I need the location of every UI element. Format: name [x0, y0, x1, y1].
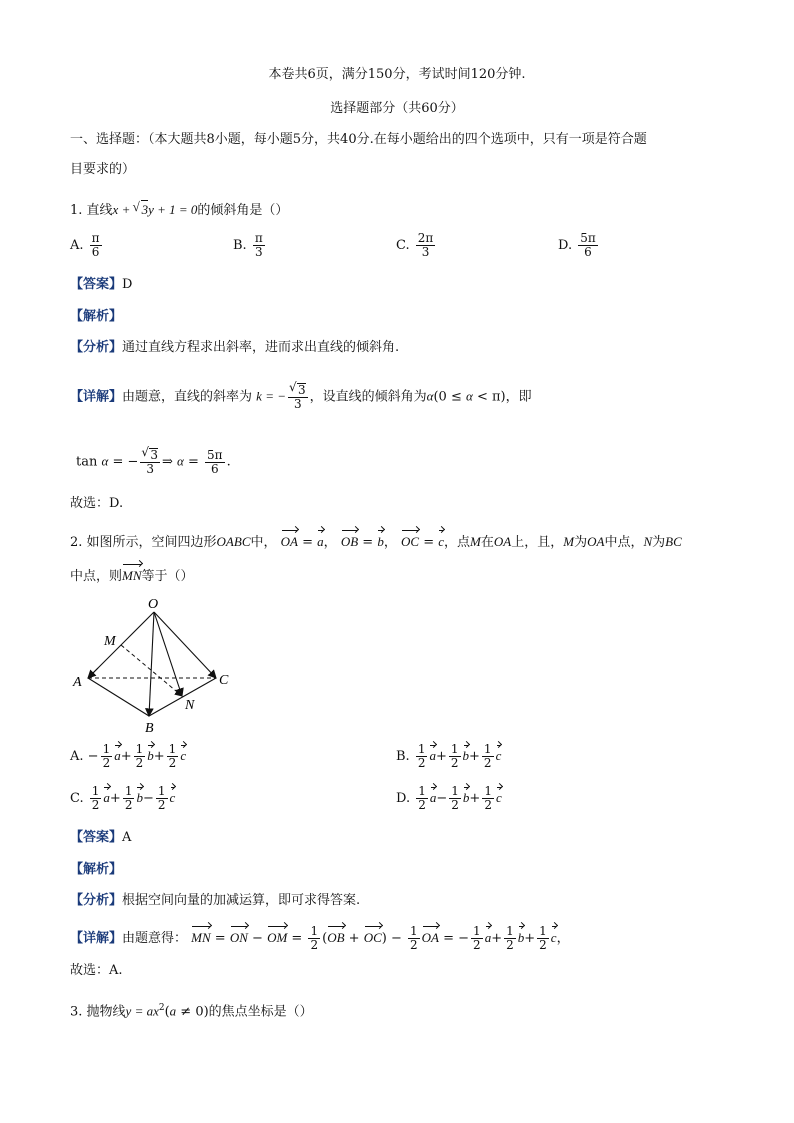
edge-ab [88, 678, 149, 716]
q1-formula: tan α = − √ $\frac{3}{3}$ ⇒ α = $\frac{5\pi}{6}$ . [76, 448, 231, 476]
q1-answer: 【答案】D [70, 277, 133, 292]
q2-option-d: D. $\frac{1}{2}$ a− $\frac{1}{2}$ b+ $\frac{1}{2}$ c [396, 784, 502, 812]
q2-answer: 【答案】A [70, 830, 132, 845]
edge-bc [149, 678, 216, 716]
q1-analysis-tag: 【解析】 [70, 309, 123, 324]
q1-stem: 1. 直线x + √ 3y + 1 = 0的倾斜角是（） [70, 200, 288, 220]
q2-conclusion: 故选：A. [70, 963, 123, 978]
q1-option-b: B. $\frac{\pi}{3}$ [233, 231, 263, 259]
svg-text:M: M [104, 634, 116, 649]
q2-stem-2: 中点，则MN等于（） [70, 568, 194, 584]
exam-info: 本卷共6页，满分150分，考试时间120分钟. [268, 67, 526, 82]
svg-text:B: B [145, 721, 154, 736]
q2-fenxi: 【分析】根据空间向量的加减运算，即可求得答案. [70, 893, 361, 908]
section-title: 选择题部分（共60分） [330, 101, 464, 116]
vector-on [154, 612, 182, 696]
tetrahedron-figure [68, 592, 240, 738]
q1-detail: 【详解】由题意，直线的斜率为 k = − √ $\frac{3}{3}$ ，设直线的倾斜角为α(0 ≤ α < π)，即 [70, 383, 532, 411]
q1-option-a: A. $\frac{\pi}{6}$ [70, 231, 100, 259]
svg-text:N: N [185, 698, 195, 713]
svg-text:O: O [148, 597, 159, 612]
q1-equation: x + √ 3y + 1 = 0 [113, 202, 198, 217]
vector-oa-head [88, 668, 98, 678]
q3-stem: 3. 抛物线$y = ax^2(a \ne 0)$的焦点坐标是（） [70, 1003, 313, 1020]
q1-option-c: C. $\frac{2\pi}{3}$ [396, 231, 434, 259]
q1-conclusion: 故选：D. [70, 496, 124, 511]
svg-text:C: C [219, 673, 229, 688]
q2-detail: 【详解】由题意得： MN = ON − OM = $\frac{1}{2}$ (OB + OC) − $\frac{1}{2}$ OA = − $\frac{1}{2}$ a+ $\frac{1}{2}$ b+ $\frac{1}{2}$ c， [70, 924, 570, 952]
q1-fenxi: 【分析】通过直线方程求出斜率，进而求出直线的倾斜角. [70, 340, 400, 355]
q2-option-b: B. $\frac{1}{2}$ a+ $\frac{1}{2}$ b+ $\frac{1}{2}$ c [396, 742, 502, 770]
q2-option-a: A. − $\frac{1}{2}$ a+ $\frac{1}{2}$ b+ $\frac{1}{2}$ c [70, 742, 187, 770]
edge-oc [154, 612, 216, 678]
section-instructions-2: 目要求的） [70, 162, 136, 177]
q2-analysis-tag: 【解析】 [70, 862, 123, 877]
edge-ob [149, 612, 154, 716]
q2-stem-1: 2. 如图所示，空间四边形OABC中， OA = a， OB = b， OC = c，点M在OA上，且，M为OA中点，N为BC [70, 534, 682, 550]
q1-option-d: D. $\frac{5\pi}{6}$ [558, 231, 596, 259]
section-instructions-1: 一、选择题：（本大题共8小题，每小题5分，共40分.在每小题给出的四个选项中，只有一项是符合题 [70, 132, 647, 147]
svg-text:A: A [73, 675, 82, 690]
q2-option-c: C. $\frac{1}{2}$ a+ $\frac{1}{2}$ b− $\frac{1}{2}$ c [70, 784, 176, 812]
